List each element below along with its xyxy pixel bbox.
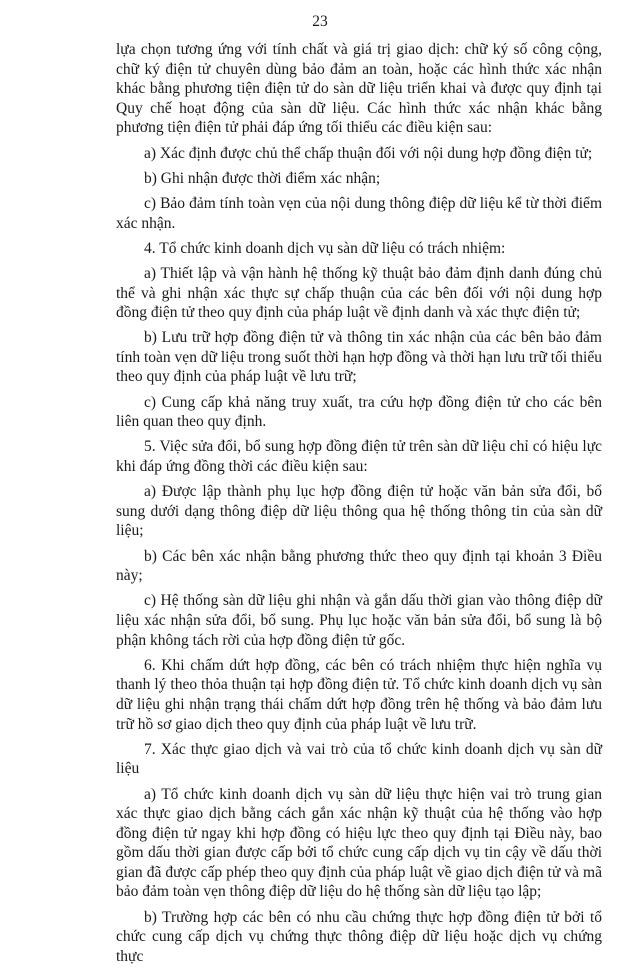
paragraph: b) Trường hợp các bên có nhu cầu chứng thực hợp đồng điện tử bởi tổ chức cung cấp dịch vụ chứng thực thông điệp dữ liệu hoặc dịch vụ chứng thực: [116, 908, 602, 965]
paragraph: a) Thiết lập và vận hành hệ thống kỹ thuật bảo đảm định danh đúng chủ thể và ghi nhận xác thực sự chấp thuận của các bên đối với nội dung hợp đồng điện tử theo quy định của pháp luật về định danh và xác thực điện tử;: [116, 264, 602, 322]
paragraph: b) Ghi nhận được thời điểm xác nhận;: [144, 169, 381, 187]
page-number: 23: [312, 13, 328, 30]
paragraph: b) Lưu trữ hợp đồng điện tử và thông tin xác nhận của các bên bảo đảm tính toàn vẹn dữ liệu trong suốt thời hạn hợp đồng và thời hạn lưu trữ tối thiểu theo quy định của pháp luật về lưu trữ;: [116, 329, 602, 386]
paragraph: c) Cung cấp khả năng truy xuất, tra cứu hợp đồng điện tử cho các bên liên quan theo quy định.: [116, 393, 602, 431]
paragraph: a) Tổ chức kinh doanh dịch vụ sàn dữ liệu thực hiện vai trò trung gian xác thực giao dịch bằng cách gắn xác nhận kỹ thuật của hệ thống vào hợp đồng điện tử ngay khi hợp đồng có hiệu lực theo quy định tại Điều này, bao gồm dấu thời gian được cấp bởi tổ chức cung cấp dịch vụ tin cậy về dấu thời gian đã được cấp phép theo quy định của pháp luật về giao dịch điện tử và mã bảo đảm toàn vẹn thông điệp dữ liệu do hệ thống sàn dữ liệu tạo lập;: [116, 785, 602, 901]
paragraph: b) Các bên xác nhận bằng phương thức theo quy định tại khoản 3 Điều này;: [116, 547, 602, 585]
paragraph: c) Hệ thống sàn dữ liệu ghi nhận và gắn dấu thời gian vào thông điệp dữ liệu xác nhận sửa đổi, bổ sung. Phụ lục hoặc văn bản sửa đổi, bổ sung là bộ phận không tách rời của hợp đồng điện tử gốc.: [116, 592, 602, 649]
paragraph: 7. Xác thực giao dịch và vai trò của tổ chức kinh doanh dịch vụ sàn dữ liệu: [116, 740, 602, 778]
paragraph: lựa chọn tương ứng với tính chất và giá trị giao dịch: chữ ký số công cộng, chữ ký điện tử chuyên dùng bảo đảm an toàn, hoặc các hình thức xác nhận khác bằng phương tiện điện tử do sàn dữ liệu triển khai và được quy định tại Quy chế hoạt động của sàn dữ liệu. Các hình thức xác nhận khác bằng phương tiện điện tử phải đáp ứng tối thiểu các điều kiện sau:: [116, 41, 602, 137]
paragraph: a) Xác định được chủ thể chấp thuận đối với nội dung hợp đồng điện tử;: [144, 144, 593, 162]
paragraph: 6. Khi chấm dứt hợp đồng, các bên có trách nhiệm thực hiện nghĩa vụ thanh lý theo thỏa thuận tại hợp đồng điện tử. Tổ chức kinh doanh dịch vụ sàn dữ liệu ghi nhận trạng thái chấm dứt hợp đồng trên hệ thống và bảo đảm lưu trữ hồ sơ giao dịch theo quy định của pháp luật về lưu trữ.: [116, 656, 602, 733]
paragraph: 4. Tổ chức kinh doanh dịch vụ sàn dữ liệu có trách nhiệm:: [144, 239, 506, 257]
paragraph: a) Được lập thành phụ lục hợp đồng điện tử hoặc văn bản sửa đổi, bổ sung dưới dạng thông điệp dữ liệu thông qua hệ thống thông tin của sàn dữ liệu;: [116, 483, 602, 540]
paragraph: c) Bảo đảm tính toàn vẹn của nội dung thông điệp dữ liệu kể từ thời điểm xác nhận.: [116, 194, 602, 232]
paragraph: 5. Việc sửa đổi, bổ sung hợp đồng điện tử trên sàn dữ liệu chỉ có hiệu lực khi đáp ứng đồng thời các điều kiện sau:: [116, 438, 602, 476]
document-body: [116, 40, 602, 972]
